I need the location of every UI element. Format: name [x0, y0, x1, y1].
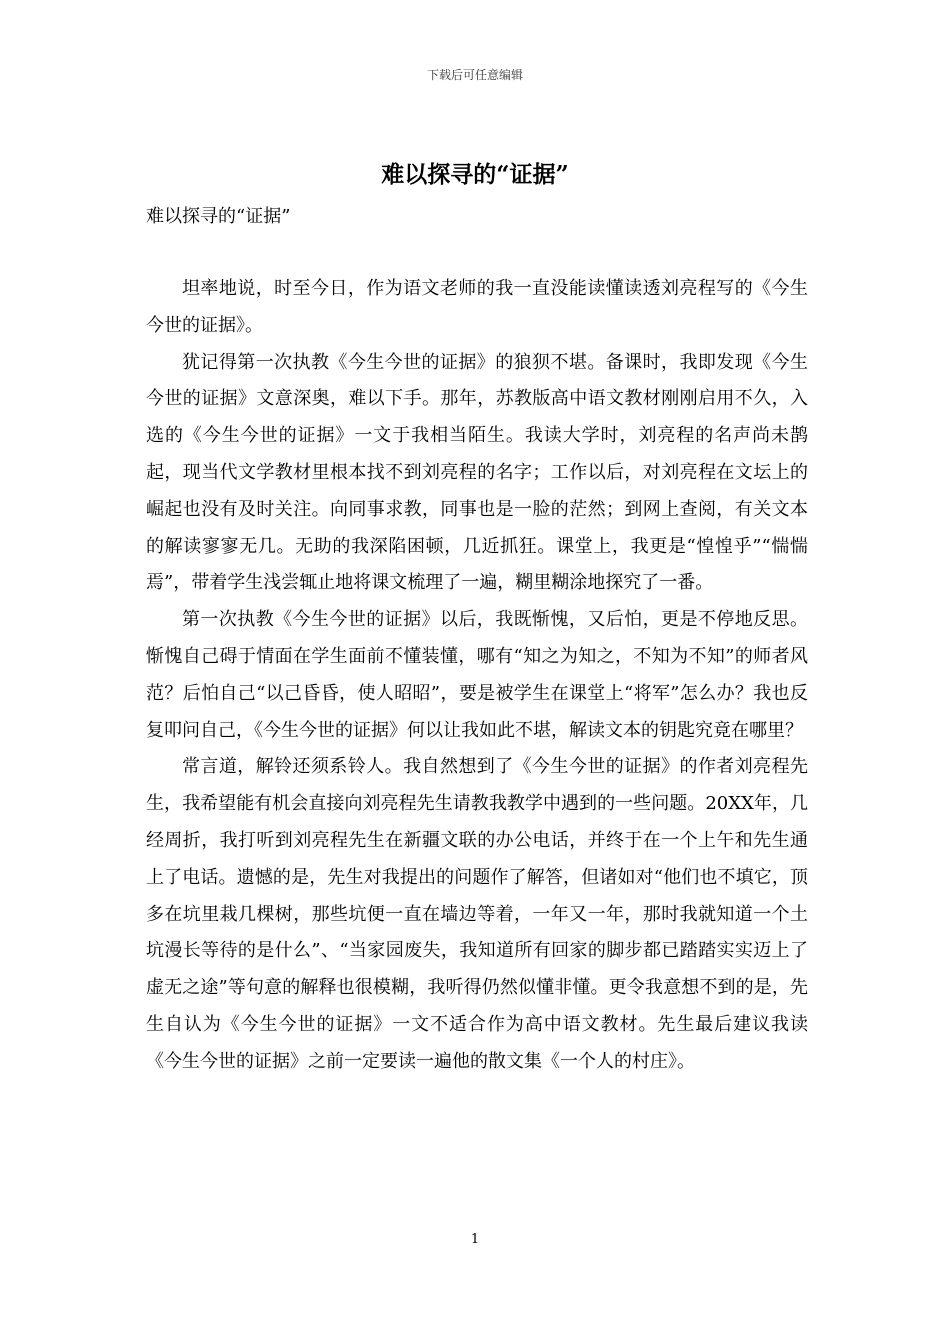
document-subtitle: 难以探寻的“证据” — [146, 206, 291, 227]
header-note: 下载后可任意编辑 — [426, 68, 523, 82]
paragraph-2: 犹记得第一次执教《今生今世的证据》的狼狈不堪。备课时，我即发现《今生今世的证据》文意深奥，难以下手。那年，苏教版高中语文教材刚刚启用不久，入选的《今生今世的证据》一文于我相当陌生。我读大学时，刘亮程的名声尚未鹊起，现当代文学教材里根本找不到刘亮程的名字；工作以后，对刘亮程在文坛上的崛起也没有及时关注。向同事求教，同事也是一脸的茫然；到网上查阅，有关文本的解读寥寥无几。无助的我深陷困顿，几近抓狂。课堂上，我更是“惶惶乎”“惴惴焉”，带着学生浅尝辄止地将课文梳理了一遍，糊里糊涂地探究了一番。 — [146, 351, 808, 594]
paragraph-1: 坦率地说，时至今日，作为语文老师的我一直没能读懂读透刘亮程写的《今生今世的证据》。 — [146, 278, 808, 336]
document-body — [146, 271, 808, 1081]
document-title: 难以探寻的“证据” — [381, 161, 569, 188]
page-number: 1 — [470, 1232, 480, 1247]
paragraph-3: 第一次执教《今生今世的证据》以后，我既惭愧，又后怕，更是不停地反思。惭愧自己碍于情面在学生面前不懂装懂，哪有“知之为知之，不知为不知”的师者风范？后怕自己“以己昏昏，使人昭昭”，要是被学生在课堂上“将军”怎么办？我也反复叩问自己，《今生今世的证据》何以让我如此不堪，解读文本的钥匙究竟在哪里？ — [146, 609, 808, 741]
paragraph-4: 常言道，解铃还须系铃人。我自然想到了《今生今世的证据》的作者刘亮程先生，我希望能有机会直接向刘亮程先生请教我教学中遇到的一些问题。20XX年，几经周折，我打听到刘亮程先生在新疆文联的办公电话，并终于在一个上午和先生通上了电话。遗憾的是，先生对我提出的问题作了解答，但诸如对“他们也不填它，顶多在坑里栽几棵树，那些坑便一直在墙边等着，一年又一年，那时我就知道一个土坑漫长等待的是什么”、“当家园废失，我知道所有回家的脚步都已踏踏实实迈上了虚无之途”等句意的解释也很模糊，我听得仍然似懂非懂。更令我意想不到的是，先生自认为《今生今世的证据》一文不适合作为高中语文教材。先生最后建议我读《今生今世的证据》之前一定要读一遍他的散文集《一个人的村庄》。 — [146, 756, 808, 1072]
